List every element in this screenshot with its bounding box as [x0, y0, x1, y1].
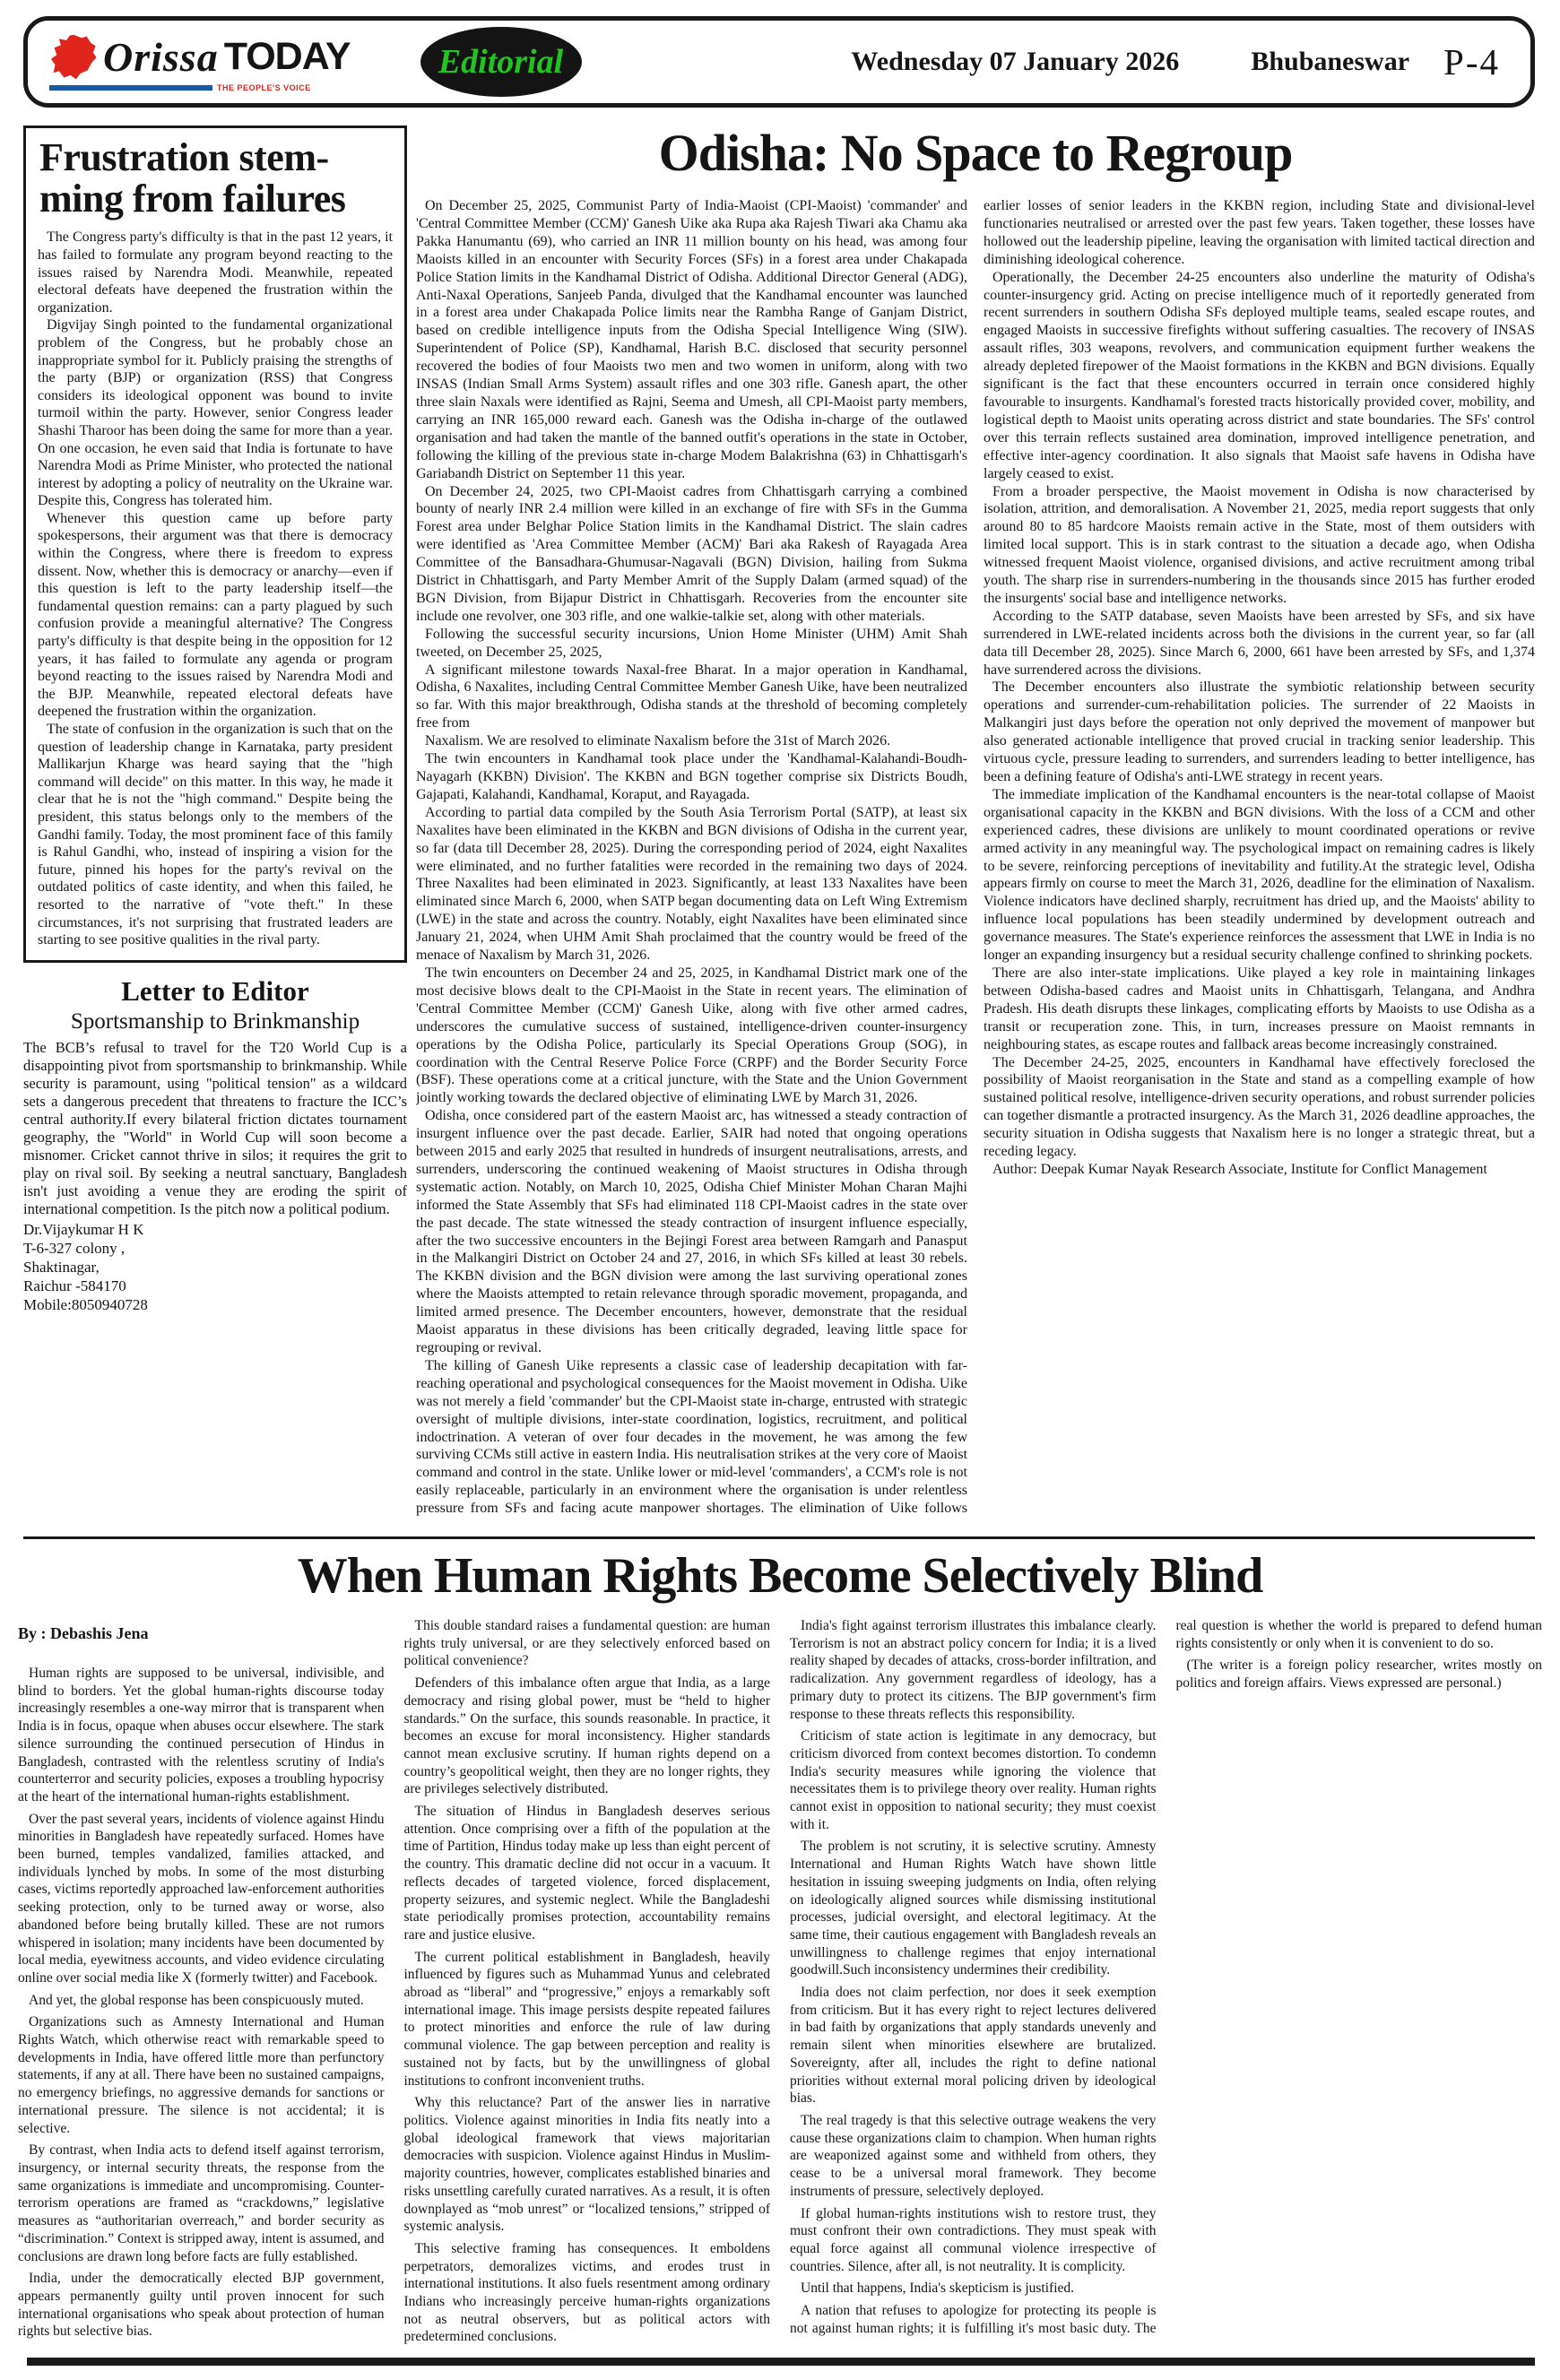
- paragraph: This double standard raises a fundamental question: are human rights truly universal, or are they selectively enforced based on political convenience?: [403, 1618, 770, 1669]
- paragraph: Human rights are supposed to be universal, indivisible, and blind to borders. Yet the global human-rights discourse today increasingly resembles a one-way mirror that is transparent when India is in focus, opaque when abuses occur elsewhere. The stark silence surrounding the continued persecution of Hindus in Bangladesh, contrasted with the relentless scrutiny of India's counterterror and security policies, exposes a troubling hypocrisy at the heart of the international human-rights establishment.: [18, 1666, 385, 1804]
- paragraph: India's fight against terrorism illustrates this imbalance clearly. Terrorism is not an abstract policy concern for India; it is a lived reality shaped by decades of attacks, cross-border infiltration, and radicalization. Any government regardless of ideology, has a primary duty to protect its citizens. The BJP government's firm response to these threats reflects this responsibility.: [790, 1618, 1157, 1722]
- editorial-badge: [420, 27, 582, 97]
- page-number: P-4: [1443, 41, 1500, 82]
- paragraph: Raichur -584170: [23, 1277, 126, 1294]
- paragraph: Naxalism. We are resolved to eliminate Naxalism before the 31st of March 2026.: [425, 733, 891, 749]
- editorial-article-box: [23, 125, 407, 963]
- paragraph: From a broader perspective, the Maoist movement in Odisha is now characterised by isolation, attrition, and demoralisation. A November 21, 2025, media report suggests that only around 80 to 85 hardcore Maoists remain active in the State, most of them outsiders with limited local support. This is in stark contrast to the situation a decade ago, when Odisha witnessed frequent Maoist violence, organised divisions, and active recruitment among tribal youth. The sharp rise in surrenders-numbering in the thousands since 2015 has further eroded the insurgents' social base and intelligence networks.: [984, 483, 1535, 606]
- paragraph: A nation that refuses to apologize for protecting its people is not against human rights; it is fulfilling it's most basic duty. The real question is whether the world is prepared to defend human rights consistently or only when it is convenient to do so.: [790, 1618, 1542, 2336]
- letter-to-editor: [23, 975, 407, 1314]
- paragraph: A significant milestone towards Naxal-free Bharat. In a major operation in Kandhamal, Odisha, 6 Naxalites, including Central Committee Member Ganesh Uike, have been neutralized so far. With this major breakthrough, Odisha stands at the threshold of becoming completely free from: [416, 662, 967, 731]
- letter-body: [23, 1039, 407, 1218]
- left-headline-line1: Frustration stem-: [39, 135, 329, 179]
- paragraph: Organizations such as Amnesty International and Human Rights Watch, which otherwise react with remarkable speed to developments in India, have offered little more than perfunctory statements, if any at all. There have been no sustained campaigns, no emergency briefings, no aggressive demands for sanctions or international pressure. The silence is not accidental; it is selective.: [18, 2014, 385, 2136]
- left-column: [23, 125, 407, 1314]
- letter-signature: [23, 1220, 407, 1314]
- paragraph: If global human-rights institutions wish to restore trust, they must confront their own contradictions. They must speak with equal force against all communal violence irrespective of countries. Silence, after all, is not neutrality. It is complicity.: [790, 2205, 1157, 2274]
- paragraph: Mobile:8050940728: [23, 1295, 148, 1313]
- logo-row: [49, 32, 351, 82]
- paragraph: Shaktinagar,: [23, 1258, 100, 1276]
- paragraph: Whenever this question came up before party spokespersons, their argument was that there is democracy within the Congress, where there is freedom to express dissent. Now, whether this is democracy or anarchy—even if this question is left to the party leadership itself—the fundamental question remains: can a party plagued by such confusion provide a meaningful alternative? The Congress party's difficulty is that despite being in the opposition for 12 years, it has failed to formulate any agenda or program beyond reacting to the issues raised by Narendra Modi and the BJP. Meanwhile, repeated electoral defeats have deepened the frustration within the organization.: [38, 510, 393, 720]
- paragraph: India does not claim perfection, nor does it seek exemption from criticism. But it has every right to reject lectures delivered in bad faith by organizations that apply standards unevenly and remain silent when minorities elsewhere are brutalized. Sovereignty, after all, includes the right to define national priorities without external moral policing driven by ideological bias.: [790, 1985, 1157, 2107]
- paragraph: And yet, the global response has been conspicuously muted.: [29, 1992, 364, 2008]
- edition-date: Wednesday 07 January 2026: [851, 47, 1180, 76]
- paragraph: The state of confusion in the organization is such that on the question of leadership change in Karnataka, party president Mallikarjun Kharge was heard saying that the "high command will decide" on this matter. In this way, he made it clear that he is not the "high command." Despite being the president, this status belongs only to the members of the Gandhi family. Today, the most prominent face of this family is Rahul Gandhi, who, instead of inspiring a vision for the future, pinned his hopes for the party's revival on the outdated politics of caste identity, and when this failed, he resorted to the narrative of "vote theft." In these circumstances, it's not surprising that frustrated leaders are starting to see positive qualities in the rival party.: [38, 722, 393, 948]
- orissa-map-icon: [49, 32, 101, 82]
- section-divider-rule: [23, 1536, 1535, 1539]
- paragraph: T-6-327 colony ,: [23, 1239, 126, 1257]
- paragraph: There are also inter-state implications. Uike played a key role in maintaining linkages between Odisha-based cadres and Maoist units in Chhattisgarh, Telangana, and Andhra Pradesh. His death disrupts these linkages, complicating efforts by Maoists to use Odisha as a transit or recuperation zone. This, in turn, increases pressure on Maoist remnants in neighbouring states, as escape routes and fallback areas become increasingly constrained.: [984, 965, 1535, 1052]
- bottom-article-byline: By : Debashis Jena: [18, 1624, 149, 1642]
- logo-underline: [49, 83, 351, 92]
- main-article-headline: Odisha: No Space to Regroup: [658, 124, 1293, 182]
- paragraph: According to partial data compiled by the South Asia Terrorism Portal (SATP), at least six Naxalites have been eliminated in the KKBN and BGN divisions of Odisha in the current year, so far (data till December 28, 2025). During the corresponding period of 2024, eight Naxalites were eliminated, and no further fatalities were recorded in the remaining two days of 2024. Three Naxalites had been eliminated in 2023. Significantly, at least 133 Naxalites have been eliminated since March 6, 2000, when SATP began documenting data on Left Wing Extremism (LWE) in the state and across the country. Notably, eight Naxalites have been eliminated since January 21, 2024, when UHM Amit Shah proclaimed that the country would be freed of the menace of Naxalism by March 31, 2026.: [416, 804, 967, 964]
- paragraph: Odisha, once considered part of the eastern Maoist arc, has witnessed a steady contraction of insurgent influence over the past decade. Earlier, SAIR had noted that ongoing operations between 2015 and early 2025 that resulted in hundreds of insurgent neutralisations, arrests, and surrenders, underscoring the continued weakening of Maoist structures in Odisha through systematic action. Notably, on March 10, 2025, Odisha Chief Minister Mohan Charan Majhi informed the State Assembly that SFs had eliminated 118 CPI-Maoist cadres in the state over the past decade. The state witnessed the steady contraction of insurgent influence especially, after the two successive encounters in the Bejingi Forest area between Ramgarh and Panasput in the Malkangiri District on October 24 and 27, 2016, in which SFs killed at least 30 rebels. The KKBN division and the BGN division were among the last surviving operational zones where the Maoists attempted to retain relevance through sporadic movement, propaganda, and limited armed presence. The December encounters, however, demonstrate that the residual Maoist apparatus in these divisions has been critically degraded, leaving little space for regrouping or revival.: [416, 1108, 967, 1355]
- paragraph: India, under the democratically elected BJP government, appears permanently guilty until proven innocent for such international organisations who speak about protection of human rights but selective bias.: [18, 2271, 385, 2340]
- paragraph: According to the SATP database, seven Maoists have been arrested by SFs, and six have surrendered in LWE-related incidents across both the divisions in the current year, so far (all data till December 28, 2025). Since March 6, 2000, 661 have been arrested by SFs, and 1,374 have surrendered across the divisions.: [984, 608, 1535, 678]
- paragraph: (The writer is a foreign policy researcher, writes mostly on politics and foreign affairs. Views expressed are personal.): [1175, 1657, 1542, 1692]
- masthead: [23, 16, 1535, 108]
- left-article-headline: [39, 137, 393, 220]
- letter-subheading: Sportsmanship to Brinkmanship: [70, 1008, 360, 1034]
- paragraph: By contrast, when India acts to defend itself against terrorism, insurgency, or internal security threats, the response from the same organizations is immediate and uncompromising. Counter-terrorism operations are framed as “crackdowns,” legislative measures as “authoritarian overreach,” and border security as “discrimination.” Context is stripped away, intent is assumed, and conclusions are drawn long before facts are fully established.: [18, 2142, 385, 2264]
- paragraph: Dr.Vijaykumar H K: [23, 1220, 144, 1238]
- paragraph: The problem is not scrutiny, it is selective scrutiny. Amnesty International and Human Rights Watch have shown little hesitation in issuing sweeping judgments on India, often relying on ideologically aligned sources while dismissing institutional processes, judicial oversight, and electoral legitimacy. At the same time, their cautious engagement with Bangladesh reveals an unwillingness to challenge regimes that enjoy international goodwill.Such inconsistency undermines their credibility.: [790, 1839, 1157, 1978]
- paragraph: The twin encounters on December 24 and 25, 2025, in Kandhamal District mark one of the most decisive blows dealt to the CPI-Maoist in the State in recent years. The elimination of 'Central Committee Member (CCM)' Ganesh Uike, along with five other armed cadres, underscores the cumulative success of sustained, intelligence-driven counter-insurgency operations by the Odisha Police, particularly its Special Operations Group (SOG), in coordination with the Central Reserve Police Force (CRPF) and the Border Security Force (BSF). These operations come at a critical juncture, with the State and the Union Government jointly working towards the declared objective of eliminating LWE by March 31, 2026.: [416, 965, 967, 1106]
- logo-blue-bar: [49, 85, 212, 91]
- paragraph: The immediate implication of the Kandhamal encounters is the near-total collapse of Maoist organisational capacity in the KKBN and BGN divisions. With the loss of a CCM and other experienced cadres, these divisions are unlikely to mount coordinated operations or revive armed activity in any meaningful way. The psychological impact on remaining cadres is likely to be severe, reinforcing perceptions of inevitability and futility.At the strategic level, Odisha appears firmly on course to meet the March 31, 2026, deadline for the elimination of Naxalism. Violence indicators have declined sharply, recruitment has dried up, and the Maoists' ability to influence local populations has been steadily undermined by development outreach and governance measures. The State's experience reinforces the assessment that LWE in India is no longer an expanding insurgency but a residual security challenge confined to shrinking pockets.: [984, 786, 1535, 964]
- logo-text-today: TODAY: [223, 35, 351, 78]
- editorial-badge-label: Editorial: [438, 43, 564, 81]
- paragraph: Following the successful security incursions, Union Home Minister (UHM) Amit Shah tweeted, on December 25, 2025,: [416, 626, 967, 660]
- paragraph: Author: Deepak Kumar Nayak Research Associate, Institute for Conflict Management: [992, 1161, 1487, 1177]
- paragraph: The Congress party's difficulty is that in the past 12 years, it has failed to formulate any program beyond reacting to the issues raised by Narendra Modi. Meanwhile, repeated electoral defeats have deepened the frustration within the organization.: [38, 229, 393, 316]
- paragraph: The current political establishment in Bangladesh, heavily influenced by figures such as Muhammad Yunus and celebrated abroad as “liberal” and “progressive,” enjoys a remarkably soft international image. This image persists despite repeated failures to protect minorities and enforce the rule of law during communal violence. The gap between perception and reality is sustained not by facts, but by the unwillingness of global institutions to confront inconvenient truths.: [403, 1949, 770, 2089]
- paragraph: The real tragedy is that this selective outrage weakens the very cause these organizations claim to champion. When human rights are weaponized against some and withheld from others, they cease to be a universal moral framework. They become instruments of pressure, selectively deployed.: [790, 2112, 1157, 2199]
- letter-heading: Letter to Editor: [121, 974, 309, 1007]
- edition-city: Bhubaneswar: [1251, 47, 1410, 76]
- paragraph: Digvijay Singh pointed to the fundamental organizational problem of the Congress, but he probably chose an inappropriate symbol for it. Publicly praising the strengths of the party (BJP) or organization (RSS) that Congress considers its ideological opponent was bound to invite turmoil within the party. However, senior Congress leader Shashi Tharoor has been doing the same for more than a year. On one occasion, he even said that India is fortunate to have Narendra Modi as Prime Minister, who protected the national interest by adopting a policy of neutrality on the Ukraine war. Despite this, Congress has tolerated him.: [38, 317, 393, 509]
- paragraph: Why this reluctance? Part of the answer lies in narrative politics. Violence against minorities in India fits neatly into a global ideological framework that views majoritarian democracies with suspicion. Violence against Hindus in Muslim-majority countries, however, complicates established binaries and risks unsettling carefully curated narratives. As a result, it is often downplayed as “mob unrest” or “localized tensions,” stripped of systemic analysis.: [403, 2095, 770, 2235]
- newspaper-logo: [49, 32, 351, 92]
- paragraph: Defenders of this imbalance often argue that India, as a large democracy and rising global power, must be “held to higher standards.” On the surface, this sounds reasonable. In practice, it becomes an excuse for moral inconsistency. Higher standards cannot mean exclusive scrutiny. If human rights depend on a country’s geopolitical weight, then they are no longer rights, they are privileges selectively distributed.: [403, 1675, 770, 1797]
- paragraph: The twin encounters in Kandhamal took place under the 'Kandhamal-Kalahandi-Boudh-Nayagarh (KKBN) Division'. The KKBN and BGN together comprise six Districts Boudh, Gajapati, Kalahandi, Kandhamal, Koraput, and Rayagada.: [416, 751, 967, 802]
- paragraph: The killing of Ganesh Uike represents a classic case of leadership decapitation with far-reaching operational and psychological consequences for the Maoist movement in Odisha. Uike was not merely a field 'commander' but the CPI-Maoist state in-charge, entrusted with strategic oversight of multiple divisions, inter-state coordination, logistics, recruitment, and political indoctrination. A veteran of over four decades in the movement, he was among the few surviving CCMs still active in eastern India. His neutralisation strikes at the very core of Maoist command and control in the state. Unlike lower or mid-level 'commanders', a CCM's role is not easily replaceable, particularly in an environment where the organisation is under relentless pressure from SFs and facing acute manpower shortages. The elimination of Uike follows earlier losses of senior leaders in the KKBN region, including State and divisional-level functionaries neutralised or arrested over the past few years. Taken together, these losses have hollowed out the leadership pipeline, leaving the organisation with limited tactical direction and diminishing ideological coherence.: [416, 198, 1535, 1517]
- bottom-article-headline: When Human Rights Become Selectively Blind: [297, 1548, 1263, 1604]
- paragraph: The December 24-25, 2025, encounters in Kandhamal have effectively foreclosed the possibility of Maoist reorganisation in the State and stand as a compelling example of how sustained political resolve, intelligence-driven security operations, and robust surrender policies can together dismantle a protracted insurgency. As the March 31, 2026 deadline approaches, the security situation in Odisha suggests that Naxalism here is no longer a strategic threat, but a receding legacy.: [984, 1054, 1535, 1160]
- main-article: [416, 124, 1535, 1531]
- logo-tagline: THE PEOPLE'S VOICE: [217, 82, 311, 92]
- paragraph: The BCB’s refusal to travel for the T20 World Cup is a disappointing pivot from sportsmanship to brinkmanship. While security is paramount, using "political tension" as a wildcard sets a dangerous precedent that threatens to fracture the ICC’s central authority.If every bilateral friction dictates tournament geography, the "World" in World Cup will soon become a misnomer. Cricket cannot thrive in silos; it requires the grit to play on rival soil. By seeking a neutral sanctuary, Bangladesh isn't just avoiding a venue they are eroding the spirit of international competition. Is the pitch now a political podium.: [23, 1038, 407, 1217]
- paragraph: On December 25, 2025, Communist Party of India-Maoist (CPI-Maoist) 'commander' and 'Central Committee Member (CCM)' Ganesh Uike aka Rupa aka Rajesh Tiwari aka Chamu aka Pakka Hanumantu (69), who carried an INR 11 million bounty on his head, was among four Maoists killed in an encounter with Security Forces (SFs) in a forest area under Chakapada Police Station limits in the Kandhamal District of Odisha. Additional Director General (ADG), Anti-Naxal Operations, Sanjeeb Panda, divulged that the Kandhamal encounter was launched in a forest area under Chakapada Police limits near the Rambha Range of Ganjam District, based on credible intelligence inputs from the Odisha Special Intelligence Wing (SIW). Superintendent of Police (SP), Kandhamal, Harish B.C. disclosed that security personnel recovered the bodies of four Maoists two men and two women in uniform, along with two INSAS (Indian Small Arms System) assault rifles and one 303 rifle. Ganesh apart, the other three slain Naxals were identified as Rajni, Seema and Umesh, all CPI-Maoist party members, carrying an INR 165,000 reward each. Ganesh was the Odisha in-charge of the outlawed organisation and had taken the mantle of the banned outfit's operations in the state in October, following the killing of the previous state in-charge Modem Balakrishna (63) in Chhattisgarh's Gariabandh District on September 11 this year.: [416, 198, 967, 481]
- logo-text-orissa: Orissa: [103, 34, 219, 80]
- bottom-article: [18, 1547, 1542, 2359]
- left-headline-line2: ming from failures: [39, 177, 346, 221]
- paragraph: The situation of Hindus in Bangladesh deserves serious attention. Once comprising over a fifth of the population at the time of Partition, Hindus today make up less than eight percent of the country. This dramatic decline did not occur in a vacuum. It reflects decades of targeted violence, forced displacement, property seizures, and systemic neglect. While the Bangladeshi state periodically promises protection, accountability remains rare and justice elusive.: [403, 1804, 770, 1943]
- paragraph: Operationally, the December 24-25 encounters also underline the maturity of Odisha's counter-insurgency grid. Acting on precise intelligence much of it reportedly generated from recent surrenders in southern Odisha SFs deployed multiple teams, sealed escape routes, and engaged Maoists in successive firefights without suffering casualties. The recovery of INSAS assault rifles, 303 weapons, revolvers, and communication equipment further weakens the already depleted firepower of the Maoist formations in the KKBN and BGN divisions. Equally significant is the fact that these encounters occurred in terrain once considered highly favourable to insurgents. Kandhamal's forested tracts historically provided cover, mobility, and logistical depth to Maoist units operating across district and state boundaries. The SFs' control over this terrain reflects sustained area domination, improved intelligence penetration, and effective inter-agency coordination. It also signals that Maoist safe havens in Odisha have largely ceased to exist.: [984, 269, 1535, 481]
- paragraph: This selective framing has consequences. It emboldens perpetrators, demoralizes victims, and erodes trust in international institutions. It also fuels resentment among ordinary Indians who increasingly perceive human-rights organizations not as neutral observers, but as political actors with predetermined conclusions.: [403, 2240, 770, 2345]
- paragraph: On December 24, 2025, two CPI-Maoist cadres from Chhattisgarh carrying a combined bounty of nearly INR 2.4 million were killed in an exchange of fire with SFs in the Gumma Forest area under Belghar Police Station limits in the Kandhamal District. The slain cadres were identified as 'Area Committee Member (ACM)' Bari aka Rakesh of Rayagada Area Committee of the Bansadhara-Ghumusar-Nagavali (BGN) Division, hailing from Sukma District in Chhattisgarh, and Party Member Amrit of the Supply Dalam (armed squad) of the BGN Division, from Bijapur District in Chhattisgarh. Recoveries from the encounter site include one revolver, one 303 rifle, and one walkie-talkie set, along with other materials.: [416, 483, 967, 624]
- main-article-body: [416, 197, 1535, 1531]
- bottom-article-body: [18, 1617, 1542, 2359]
- left-article-body: [38, 229, 393, 948]
- page-bottom-bar: [27, 2358, 1535, 2366]
- paragraph: Until that happens, India's skepticism is justified.: [801, 2280, 1075, 2297]
- paragraph: The December encounters also illustrate the symbiotic relationship between security operations and surrender-cum-rehabilitation policies. The surrender of 22 Maoists in Malkangiri just days before the operation not only deprived the movement of manpower but also generated actionable intelligence that proved crucial in tracking senior leadership. This virtuous cycle, pressure leading to surrenders, and surrenders leading to better intelligence, has been a defining feature of Odisha's anti-LWE strategy in recent years.: [984, 679, 1535, 784]
- paragraph: Criticism of state action is legitimate in any democracy, but criticism divorced from context becomes distortion. To condemn India's security measures while ignoring the violence that necessitates them is to privilege theory over reality. Human rights cannot exist in opposition to national security; they must coexist with it.: [790, 1728, 1157, 1832]
- paragraph: Over the past several years, incidents of violence against Hindu minorities in Bangladesh have repeatedly surfaced. Homes have been burned, temples vandalized, families attacked, and individuals lynched by mobs. In some of the most disturbing cases, victims reportedly approached law-enforcement authorities seeking protection, only to be turned away or worse, also abandoned before being brutally killed. These are not rumors whispered in isolation; many incidents have been documented by local media, eyewitness accounts, and video evidence circulating online over social media like X (formerly twitter) and Facebook.: [18, 1811, 385, 1986]
